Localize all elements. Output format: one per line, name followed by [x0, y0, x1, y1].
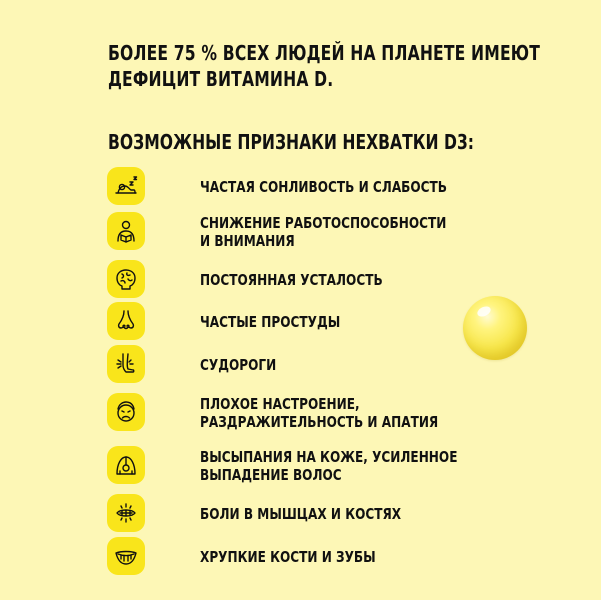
teeth-smile-icon: [107, 537, 145, 575]
symptom-label: БОЛИ В МЫШЦАХ И КОСТЯХ: [200, 505, 402, 523]
subheading: ВОЗМОЖНЫЕ ПРИЗНАКИ НЕХВАТКИ D3:: [108, 130, 475, 154]
vitamin-capsule-image: [463, 296, 527, 360]
leg-cramp-icon: [107, 345, 145, 383]
symptom-item-performance: [107, 212, 547, 252]
capsule-glint: [476, 304, 492, 318]
symptom-label: ХРУПКИЕ КОСТИ И ЗУБЫ: [200, 548, 376, 566]
symptom-item-mood: [107, 393, 547, 433]
symptom-label: ПОСТОЯННАЯ УСТАЛОСТЬ: [200, 271, 383, 289]
person-reading-icon: [107, 212, 145, 250]
headline-line-1: БОЛЕЕ 75 % ВСЕХ ЛЮДЕЙ НА ПЛАНЕТЕ ИМЕЮТ: [108, 41, 541, 65]
symptom-label: ЧАСТАЯ СОНЛИВОСТЬ И СЛАБОСТЬ: [200, 178, 448, 196]
muscle-pain-icon: [107, 494, 145, 532]
sad-face-icon: [107, 393, 145, 431]
brain-icon: [107, 260, 145, 298]
nose-icon: [107, 302, 145, 340]
symptom-item-muscle-pain: [107, 494, 547, 534]
symptom-label: ВЫСЫПАНИЯ НА КОЖЕ, УСИЛЕННОЕ ВЫПАДЕНИЕ ВОЛОС: [200, 448, 458, 484]
symptom-item-drowsiness: [107, 167, 547, 207]
symptom-label: ЧАСТЫЕ ПРОСТУДЫ: [200, 313, 341, 331]
headline-line-2: ДЕФИЦИТ ВИТАМИНА D.: [108, 67, 334, 91]
sleeping-person-icon: [107, 167, 145, 205]
symptom-label: ПЛОХОЕ НАСТРОЕНИЕ, РАЗДРАЖИТЕЛЬНОСТЬ И АПАТИЯ: [200, 395, 439, 431]
symptom-label: СНИЖЕНИЕ РАБОТОСПОСОБНОСТИ И ВНИМАНИЯ: [200, 214, 447, 250]
symptom-label: СУДОРОГИ: [200, 356, 277, 374]
symptom-item-fatigue: [107, 260, 547, 300]
symptom-item-skin-hair: [107, 446, 547, 486]
symptom-item-bones-teeth: [107, 537, 547, 577]
hair-follicle-icon: [107, 446, 145, 484]
